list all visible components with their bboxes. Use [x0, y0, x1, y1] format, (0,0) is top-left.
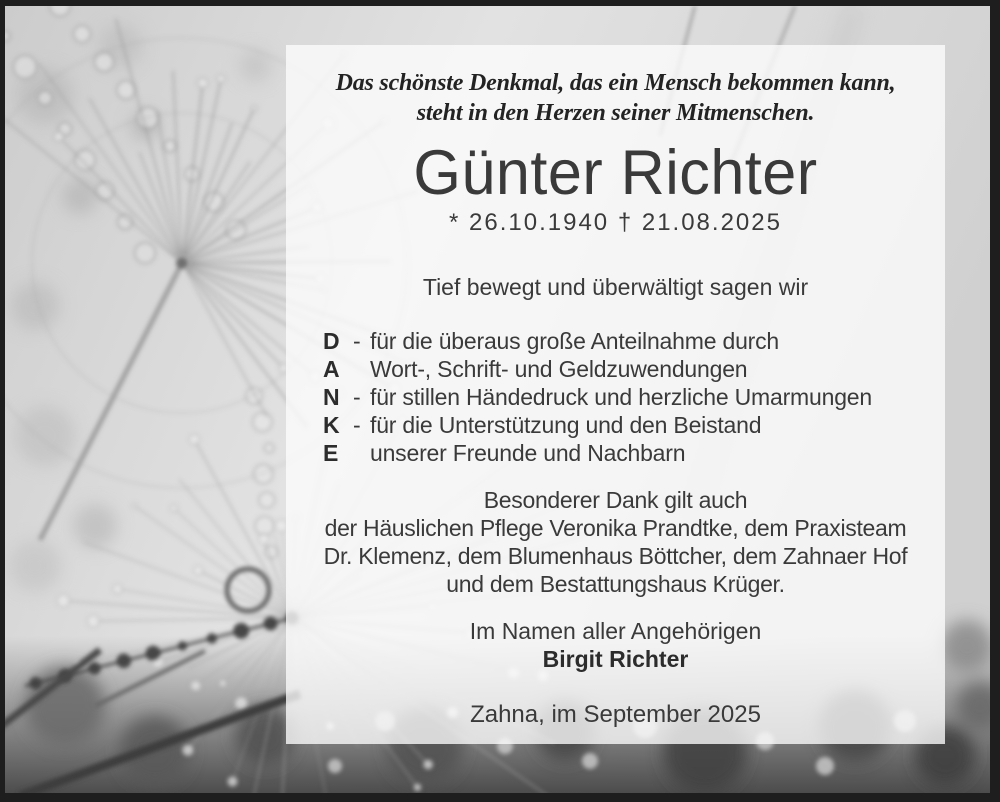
danke-row	[323, 439, 945, 467]
intro-line: Tief bewegt und überwältigt sagen wir	[422, 274, 809, 300]
epigraph-line-2: steht in den Herzen seiner Mitmenschen.	[416, 100, 815, 126]
notice-card	[286, 45, 945, 744]
danke-text: für stillen Händedruck und herzliche Umarmungen	[370, 384, 872, 410]
danke-row	[323, 383, 945, 411]
danke-row	[323, 411, 945, 439]
danke-dash	[353, 439, 370, 467]
special-thanks-line: der Häuslichen Pflege Veronika Prandtke, dem Praxisteam	[324, 515, 907, 541]
danke-letter: K	[323, 412, 340, 438]
special-thanks	[286, 486, 945, 598]
special-thanks-line: Besonderer Dank gilt auch	[483, 487, 748, 513]
danke-letter: D	[323, 328, 340, 354]
danke-text: Wort-, Schrift- und Geldzuwendungen	[370, 356, 748, 382]
danke-dash	[353, 355, 370, 383]
danke-letter: E	[323, 440, 339, 466]
epigraph	[286, 68, 945, 128]
danke-row	[323, 327, 945, 355]
special-thanks-line: und dem Bestattungshaus Krüger.	[446, 571, 785, 597]
danke-dash: -	[353, 412, 361, 438]
danke-letter: N	[323, 384, 340, 410]
danke-acrostic	[286, 327, 945, 467]
danke-text: unserer Freunde und Nachbarn	[370, 440, 686, 466]
danke-letter: A	[323, 356, 340, 382]
place-date: Zahna, im September 2025	[470, 701, 761, 728]
danke-text: für die überaus große Anteilnahme durch	[370, 328, 780, 354]
danke-dash: -	[353, 384, 361, 410]
closing-line: Im Namen aller Angehörigen	[469, 618, 762, 644]
special-thanks-line: Dr. Klemenz, dem Blumenhaus Böttcher, dem Zahnaer Hof	[323, 543, 908, 569]
danke-row	[323, 355, 945, 383]
danke-dash: -	[353, 328, 361, 354]
danke-text: für die Unterstützung und den Beistand	[370, 412, 762, 438]
epigraph-line-1: Das schönste Denkmal, das ein Mensch bekommen kann,	[335, 70, 896, 96]
life-dates: * 26.10.1940 † 21.08.2025	[449, 209, 782, 236]
deceased-name: Günter Richter	[413, 138, 818, 208]
signature-name: Birgit Richter	[542, 646, 689, 672]
